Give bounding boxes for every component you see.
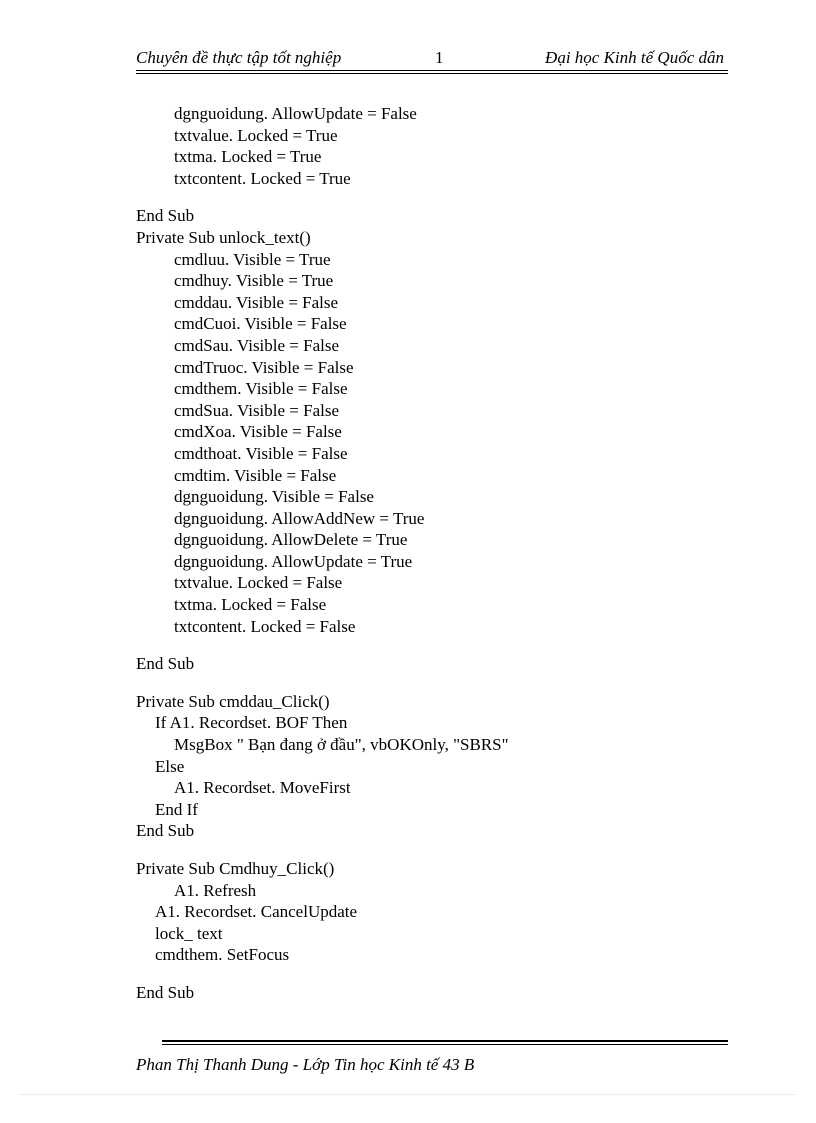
- header-divider: [136, 70, 728, 71]
- code-line: A1. Recordset. CancelUpdate: [155, 902, 358, 922]
- code-line: cmdtim. Visible = False: [174, 465, 337, 485]
- code-line: Private Sub Cmdhuy_Click(): [136, 859, 335, 878]
- code-line: A1. Recordset. MoveFirst: [174, 778, 351, 798]
- code-line: txtma. Locked = True: [174, 147, 322, 167]
- code-line: End Sub: [136, 982, 195, 1002]
- code-line: txtcontent. Locked = False: [174, 616, 356, 636]
- code-line: cmdthem. SetFocus: [155, 945, 290, 965]
- code-gap: [136, 842, 728, 858]
- code-gap: [136, 637, 728, 653]
- code-line: Private Sub cmddau_Click(): [136, 691, 330, 711]
- code-line: MsgBox " Bạn đang ở đầu", vbOKOnly, "SBRS": [174, 735, 509, 755]
- code-line: End Sub: [136, 821, 195, 841]
- footer-divider-secondary: [162, 1044, 728, 1045]
- code-line: dgnguoidung. AllowAddNew = True: [174, 508, 425, 528]
- code-line: cmdthoat. Visible = False: [174, 443, 348, 463]
- header-university: Đại học Kinh tế Quốc dân: [545, 48, 724, 67]
- code-listing: [136, 103, 728, 1004]
- code-line: dgnguoidung. Visible = False: [174, 487, 374, 507]
- code-line: cmdluu. Visible = True: [174, 249, 331, 269]
- code-line: dgnguoidung. AllowDelete = True: [174, 530, 408, 550]
- code-line: dgnguoidung. AllowUpdate = True: [174, 551, 413, 571]
- header-title: Chuyên đề thực tập tốt nghiệp: [136, 48, 342, 67]
- code-line: End Sub: [136, 654, 195, 674]
- code-line: cmdhuy. Visible = True: [174, 271, 334, 291]
- code-line: Else: [155, 756, 185, 776]
- page-header: [136, 46, 728, 72]
- code-line: If A1. Recordset. BOF Then: [155, 713, 348, 733]
- code-line: End If: [155, 799, 198, 819]
- code-line: txtvalue. Locked = True: [174, 125, 338, 145]
- code-line: A1. Refresh: [174, 880, 257, 900]
- code-line: cmdSau. Visible = False: [174, 335, 340, 355]
- code-line: txtvalue. Locked = False: [174, 573, 343, 593]
- code-line: lock_ text: [155, 923, 223, 943]
- code-line: cmdCuoi. Visible = False: [174, 314, 347, 334]
- code-line: cmdSua. Visible = False: [174, 400, 340, 420]
- code-line: txtcontent. Locked = True: [174, 168, 351, 188]
- code-gap: [136, 675, 728, 691]
- page-footer: Phan Thị Thanh Dung - Lớp Tin học Kinh tế 43 B: [136, 1055, 475, 1074]
- page-number: 1: [435, 48, 444, 67]
- code-line: cmdTruoc. Visible = False: [174, 357, 354, 377]
- code-gap: [136, 189, 728, 205]
- code-line: Private Sub unlock_text(): [136, 227, 311, 247]
- code-line: End Sub: [136, 206, 195, 226]
- code-line: dgnguoidung. AllowUpdate = False: [174, 104, 417, 123]
- code-line: cmdXoa. Visible = False: [174, 422, 342, 442]
- code-line: cmddau. Visible = False: [174, 292, 339, 312]
- footer-divider: [162, 1040, 728, 1042]
- header-divider-secondary: [136, 73, 728, 74]
- code-gap: [136, 966, 728, 982]
- code-line: cmdthem. Visible = False: [174, 379, 348, 399]
- page-edge-divider: [20, 1094, 796, 1095]
- code-line: txtma. Locked = False: [174, 595, 327, 615]
